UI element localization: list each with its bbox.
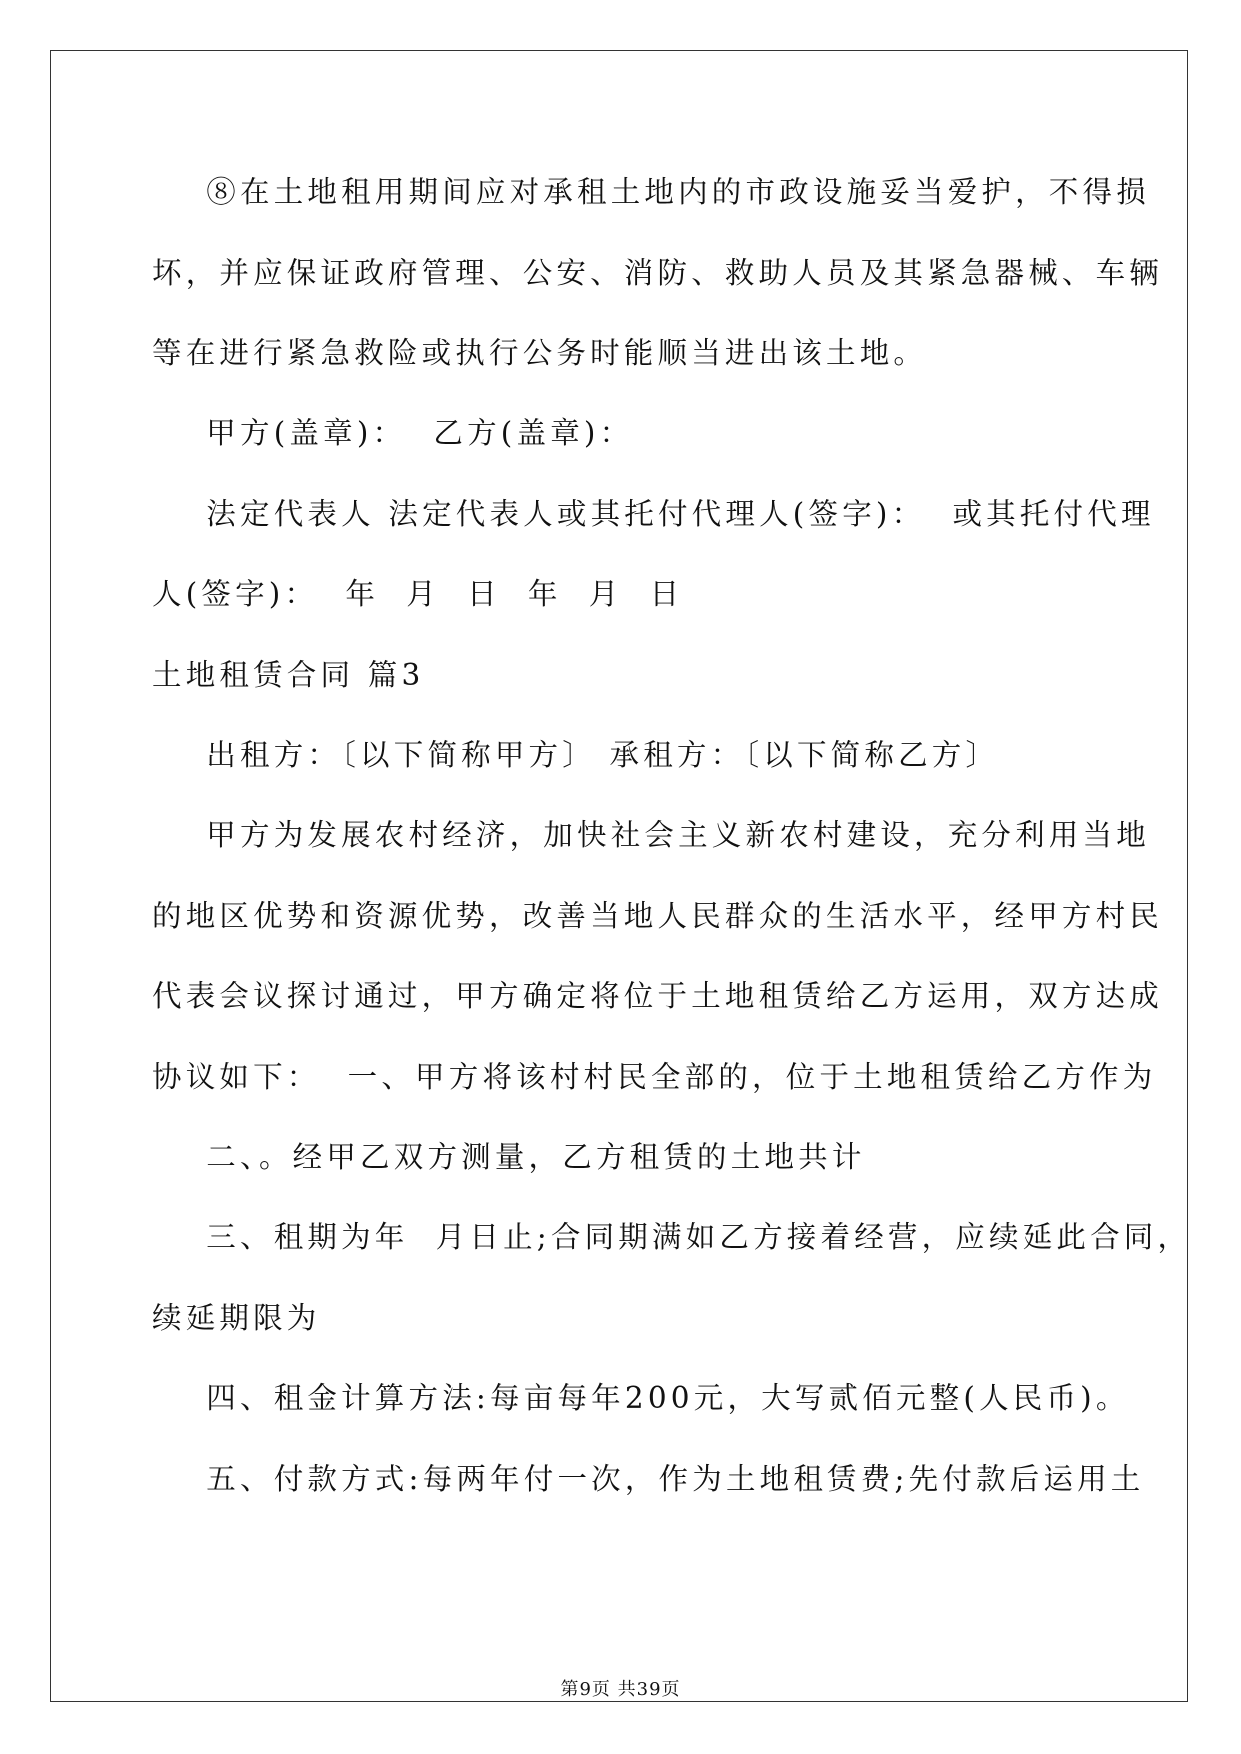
signature-line: 甲方(盖章)： 乙方(盖章)： [152,416,634,450]
clause-line: 三、租期为年 月日止;合同期满如乙方接着经营，应续延此合同， [152,1220,1192,1254]
date-line: 人(签字)： 年 月 日 年 月 日 [152,577,684,611]
body-line: 协议如下： 一、甲方将该村村民全部的，位于土地租赁给乙方作为 [152,1060,1157,1094]
section-heading: 土地租赁合同 篇3 [152,658,425,692]
body-line: 的地区优势和资源优势，改善当地人民群众的生活水平，经甲方村民 [152,899,1164,933]
page-border [50,50,1188,1702]
page-number: 第9页 共39页 [560,1679,681,1700]
parties-line: 出租方：〔以下简称甲方〕 承租方：〔以下简称乙方〕 [152,738,1000,772]
body-line: ⑧在土地租用期间应对承租土地内的市政设施妥当爱护，不得损 [152,175,1150,209]
signature-line: 法定代表人 法定代表人或其托付代理人(签字)： 或其托付代理 [152,497,1155,531]
clause-line: 五、付款方式:每两年付一次，作为土地租赁费;先付款后运用土 [152,1462,1145,1496]
body-line: 甲方为发展农村经济，加快社会主义新农村建设，充分利用当地 [152,818,1150,852]
clause-line: 二、。经甲乙双方测量，乙方租赁的土地共计 [152,1140,866,1174]
clause-line: 四、租金计算方法:每亩每年200元，大写贰佰元整(人民币)。 [152,1381,1130,1415]
body-line: 等在进行紧急救险或执行公务时能顺当进出该土地。 [152,336,928,370]
body-line: 代表会议探讨通过，甲方确定将位于土地租赁给乙方运用，双方达成 [152,979,1164,1013]
body-line: 坏，并应保证政府管理、公安、消防、救助人员及其紧急器械、车辆 [152,256,1164,290]
clause-line: 续延期限为 [152,1301,321,1335]
